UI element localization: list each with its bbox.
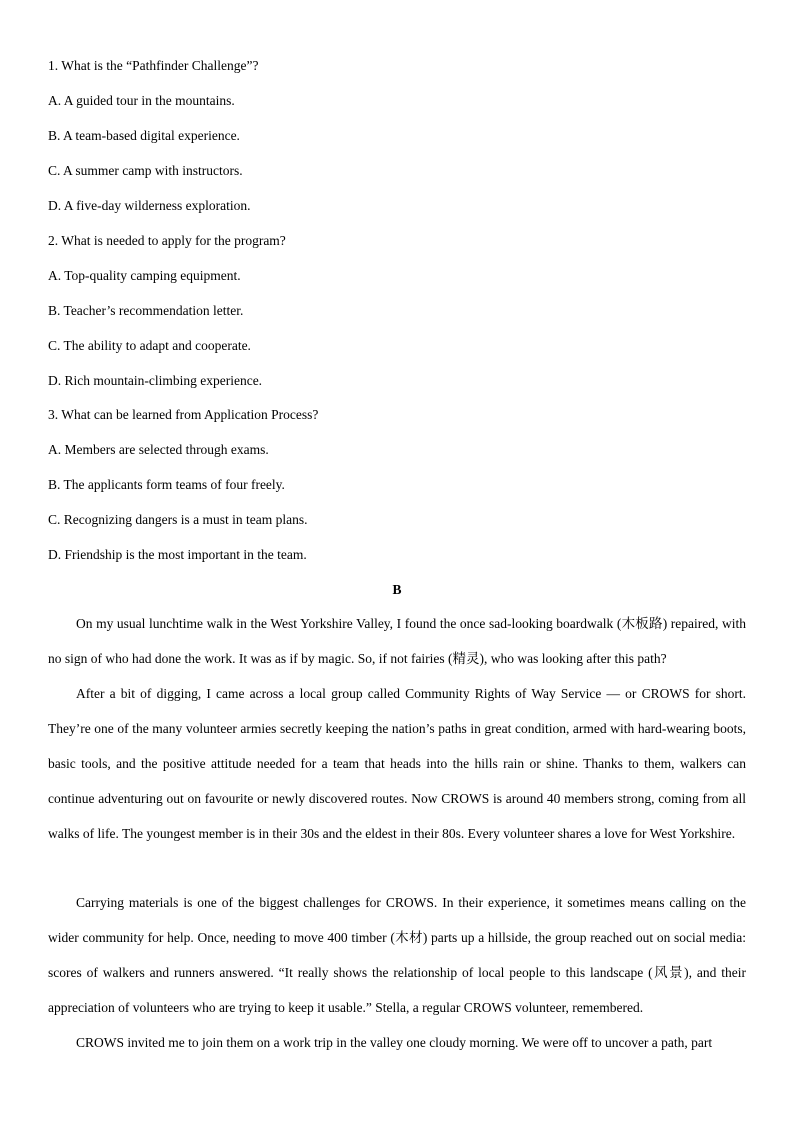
question-3-option-b: B. The applicants form teams of four freely.	[48, 477, 285, 492]
question-1-stem: 1. What is the “Pathfinder Challenge”?	[48, 58, 259, 73]
question-3-option-c: C. Recognizing dangers is a must in team plans.	[48, 512, 308, 527]
question-1-option-c: C. A summer camp with instructors.	[48, 163, 243, 178]
question-3-option-d: D. Friendship is the most important in the team.	[48, 547, 307, 562]
passage-paragraph-3: Carrying materials is one of the biggest challenges for CROWS. In their experience, it sometimes means calling on the wider community for help. Once, needing to move 400 timber (木材) parts up a hillside, the group reached out on social media: scores of walkers and runners answered. “It really shows the relationship of local people to this landscape (风景), and their appreciation of volunteers who are trying to keep it usable.” Stella, a regular CROWS volunteer, remembered.	[48, 895, 746, 1015]
section-heading: B	[392, 582, 402, 597]
question-2-option-c: C. The ability to adapt and cooperate.	[48, 338, 251, 353]
passage-paragraph-1: On my usual lunchtime walk in the West Yorkshire Valley, I found the once sad-looking boardwalk (木板路) repaired, with no sign of who had done the work. It was as if by magic. So, if not fairies (精灵), who was looking after this path?	[48, 616, 746, 666]
passage-paragraph-4: CROWS invited me to join them on a work trip in the valley one cloudy morning. We were off to uncover a path, part	[76, 1035, 713, 1050]
question-2-option-b: B. Teacher’s recommendation letter.	[48, 303, 244, 318]
passage-paragraph-2: After a bit of digging, I came across a local group called Community Rights of Way Service — or CROWS for short. They’re one of the many volunteer armies secretly keeping the nation’s paths in great condition, armed with hard-wearing boots, basic tools, and the positive attitude needed for a team that heads into the hills rain or shine. Thanks to them, walkers can continue adventuring out on favourite or newly discovered routes. Now CROWS is around 40 members strong, coming from all walks of life. The youngest member is in their 30s and the eldest in their 80s. Every volunteer shares a love for West Yorkshire.	[48, 686, 746, 841]
question-1-option-d: D. A five-day wilderness exploration.	[48, 198, 251, 213]
question-2-option-d: D. Rich mountain-climbing experience.	[48, 373, 263, 388]
question-2-option-a: A. Top-quality camping equipment.	[48, 268, 241, 283]
question-1-option-b: B. A team-based digital experience.	[48, 128, 240, 143]
question-3-option-a: A. Members are selected through exams.	[48, 442, 269, 457]
question-3-stem: 3. What can be learned from Application Process?	[48, 407, 319, 422]
question-2-stem: 2. What is needed to apply for the program?	[48, 233, 286, 248]
question-1-option-a: A. A guided tour in the mountains.	[48, 93, 235, 108]
